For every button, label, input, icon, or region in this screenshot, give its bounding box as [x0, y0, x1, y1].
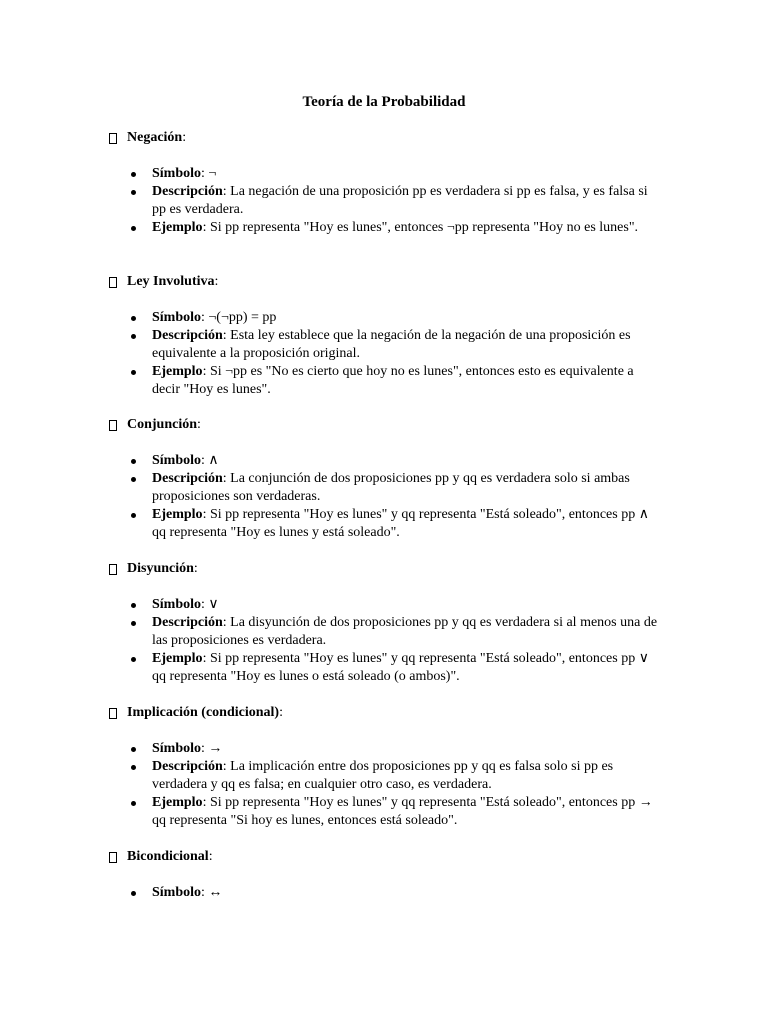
page-title: Teoría de la Probabilidad	[302, 94, 466, 110]
item-text: ∨	[208, 597, 219, 612]
item-label: Símbolo	[152, 741, 202, 756]
section-heading-label: Disyunción	[127, 561, 194, 576]
item-label: Símbolo	[152, 166, 202, 181]
list-item: Símbolo: ∧	[108, 452, 662, 470]
section-heading: Implicación (condicional) :	[108, 704, 668, 722]
item-label: Descripción	[152, 184, 223, 199]
list-item: Ejemplo: Si pp representa "Hoy es lunes" y qq representa "Está soleado", entonces pp → qq representa "Si hoy es lunes, entonces está soleado".	[108, 794, 662, 830]
item-text: La conjunción de dos proposiciones pp y qq es verdadera solo si ambas proposiciones son verdaderas.	[152, 471, 630, 504]
item-text: ¬(¬pp) = pp	[208, 310, 277, 325]
bullet-icon	[131, 891, 136, 896]
item-label: Descripción	[152, 471, 223, 486]
section-conjuncion	[108, 416, 668, 542]
bullet-icon	[131, 513, 136, 518]
item-label: Símbolo	[152, 310, 202, 325]
checkbox-glyph-icon	[109, 420, 117, 431]
item-label: Descripción	[152, 615, 223, 630]
item-text: ∧	[208, 453, 219, 468]
bullet-icon	[131, 334, 136, 339]
list-item: Descripción: Esta ley establece que la negación de la negación de una proposición es equivalente a la proposición original.	[108, 327, 662, 363]
item-label: Símbolo	[152, 885, 202, 900]
bullet-list	[108, 309, 668, 399]
section-negacion	[108, 129, 668, 237]
list-item: Símbolo: ¬(¬pp) = pp	[108, 309, 662, 327]
item-text: Esta ley establece que la negación de la negación de una proposición es equivalente a la proposición original.	[152, 328, 631, 361]
checkbox-glyph-icon	[109, 133, 117, 144]
item-label: Descripción	[152, 328, 223, 343]
bullet-list	[108, 452, 668, 542]
bullet-list	[108, 740, 668, 830]
section-heading-label: Conjunción	[127, 417, 198, 432]
list-item: Descripción: La conjunción de dos proposiciones pp y qq es verdadera solo si ambas proposiciones son verdaderas.	[108, 470, 662, 506]
item-text: Si pp representa "Hoy es lunes" y qq representa "Está soleado", entonces pp ∨ qq representa "Hoy es lunes o está soleado (o ambos)".	[152, 651, 649, 684]
checkbox-glyph-icon	[109, 852, 117, 863]
item-label: Descripción	[152, 759, 223, 774]
bullet-list	[108, 884, 668, 902]
item-text: La implicación entre dos proposiciones pp y qq es falsa solo si pp es verdadera y qq es falsa; en cualquier otro caso, es verdadera.	[152, 759, 614, 792]
bullet-list	[108, 165, 668, 237]
section-heading: Negación :	[108, 129, 668, 147]
section-heading-label: Bicondicional	[127, 849, 209, 864]
list-item: Ejemplo: Si ¬pp es "No es cierto que hoy no es lunes", entonces esto es equivalente a decir "Hoy es lunes".	[108, 363, 662, 399]
section-ley-involutiva	[108, 273, 668, 399]
list-item: Descripción: La disyunción de dos proposiciones pp y qq es verdadera si al menos una de las proposiciones es verdadera.	[108, 614, 662, 650]
checkbox-glyph-icon	[109, 564, 117, 575]
bullet-icon	[131, 370, 136, 375]
list-item: Símbolo: ¬	[108, 165, 662, 183]
bullet-icon	[131, 621, 136, 626]
bullet-icon	[131, 190, 136, 195]
bullet-icon	[131, 801, 136, 806]
item-text: La negación de una proposición pp es verdadera si pp es falsa, y es falsa si pp es verdadera.	[152, 184, 648, 217]
section-bicondicional	[108, 848, 668, 902]
bullet-icon	[131, 316, 136, 321]
section-heading-label: Negación	[127, 130, 183, 145]
list-item: Descripción: La negación de una proposición pp es verdadera si pp es falsa, y es falsa si pp es verdadera.	[108, 183, 662, 219]
bullet-icon	[131, 226, 136, 231]
bullet-icon	[131, 172, 136, 177]
section-heading: Bicondicional :	[108, 848, 668, 866]
list-item: Símbolo: ∨	[108, 596, 662, 614]
item-label: Ejemplo	[152, 507, 203, 522]
bullet-icon	[131, 459, 136, 464]
item-text: Si pp representa "Hoy es lunes" y qq representa "Está soleado", entonces pp ∧ qq representa "Hoy es lunes y está soleado".	[152, 507, 649, 540]
section-disyuncion	[108, 560, 668, 686]
bullet-list	[108, 596, 668, 686]
list-item: Símbolo: ↔	[108, 884, 662, 902]
section-implicacion	[108, 704, 668, 830]
section-heading: Conjunción :	[108, 416, 668, 434]
item-label: Ejemplo	[152, 220, 203, 235]
checkbox-glyph-icon	[109, 277, 117, 288]
bullet-icon	[131, 747, 136, 752]
item-text: →	[208, 741, 223, 756]
section-heading-label: Implicación (condicional)	[127, 705, 280, 720]
item-text: ↔	[208, 885, 223, 900]
list-item: Ejemplo: Si pp representa "Hoy es lunes" y qq representa "Está soleado", entonces pp ∧ qq representa "Hoy es lunes y está soleado".	[108, 506, 662, 542]
item-text: Si ¬pp es "No es cierto que hoy no es lunes", entonces esto es equivalente a decir "Hoy es lunes".	[152, 364, 634, 397]
section-heading: Ley Involutiva :	[108, 273, 668, 291]
list-item: Ejemplo: Si pp representa "Hoy es lunes" y qq representa "Está soleado", entonces pp ∨ qq representa "Hoy es lunes o está soleado (o ambos)".	[108, 650, 662, 686]
item-text: Si pp representa "Hoy es lunes" y qq representa "Está soleado", entonces pp → qq representa "Si hoy es lunes, entonces está soleado".	[152, 795, 653, 828]
bullet-icon	[131, 657, 136, 662]
list-item: Descripción: La implicación entre dos proposiciones pp y qq es falsa solo si pp es verdadera y qq es falsa; en cualquier otro caso, es verdadera.	[108, 758, 662, 794]
item-label: Ejemplo	[152, 364, 203, 379]
bullet-icon	[131, 765, 136, 770]
section-heading: Disyunción :	[108, 560, 668, 578]
item-label: Ejemplo	[152, 795, 203, 810]
checkbox-glyph-icon	[109, 708, 117, 719]
item-text: Si pp representa "Hoy es lunes", entonces ¬pp representa "Hoy no es lunes".	[209, 220, 639, 235]
item-text: La disyunción de dos proposiciones pp y qq es verdadera si al menos una de las proposiciones es verdadera.	[152, 615, 658, 648]
bullet-icon	[131, 477, 136, 482]
section-heading-label: Ley Involutiva	[127, 274, 215, 289]
item-label: Ejemplo	[152, 651, 203, 666]
item-label: Símbolo	[152, 597, 202, 612]
item-text: ¬	[208, 166, 217, 181]
list-item: Símbolo: →	[108, 740, 662, 758]
bullet-icon	[131, 603, 136, 608]
item-label: Símbolo	[152, 453, 202, 468]
list-item: Ejemplo: Si pp representa "Hoy es lunes", entonces ¬pp representa "Hoy no es lunes".	[108, 219, 662, 237]
